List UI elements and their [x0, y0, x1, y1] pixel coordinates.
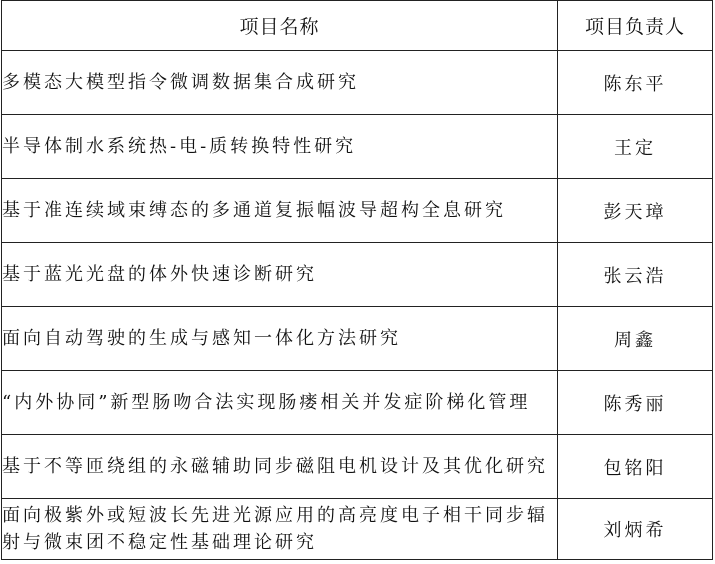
table-header-row: [2, 1, 713, 51]
project-lead-cell: 张云浩: [558, 243, 713, 307]
header-project-lead: 项目负责人: [558, 1, 713, 51]
project-lead-cell: 陈秀丽: [558, 371, 713, 435]
table-row: [2, 371, 713, 435]
project-lead-cell: 王定: [558, 115, 713, 179]
project-lead-cell: 刘炳希: [558, 499, 713, 560]
project-lead-cell: 包铭阳: [558, 435, 713, 499]
project-name-cell: “内外协同”新型肠吻合法实现肠瘘相关并发症阶梯化管理: [2, 371, 558, 435]
table-row: [2, 243, 713, 307]
table-row: [2, 499, 713, 560]
project-table: [1, 0, 713, 560]
project-name-cell: 半导体制水系统热-电-质转换特性研究: [2, 115, 558, 179]
project-lead-cell: 周鑫: [558, 307, 713, 371]
project-lead-cell: 彭天璋: [558, 179, 713, 243]
table-row: [2, 435, 713, 499]
project-name-cell: 基于蓝光光盘的体外快速诊断研究: [2, 243, 558, 307]
table-row: [2, 115, 713, 179]
table-row: [2, 179, 713, 243]
project-name-cell: 多模态大模型指令微调数据集合成研究: [2, 51, 558, 115]
table-row: [2, 51, 713, 115]
project-lead-cell: 陈东平: [558, 51, 713, 115]
table-row: [2, 307, 713, 371]
project-name-cell: 基于准连续域束缚态的多通道复振幅波导超构全息研究: [2, 179, 558, 243]
project-name-cell: 面向极紫外或短波长先进光源应用的高亮度电子相干同步辐射与微束团不稳定性基础理论研究: [2, 499, 558, 560]
project-name-cell: 基于不等匝绕组的永磁辅助同步磁阻电机设计及其优化研究: [2, 435, 558, 499]
project-name-cell: 面向自动驾驶的生成与感知一体化方法研究: [2, 307, 558, 371]
header-project-name: 项目名称: [2, 1, 558, 51]
